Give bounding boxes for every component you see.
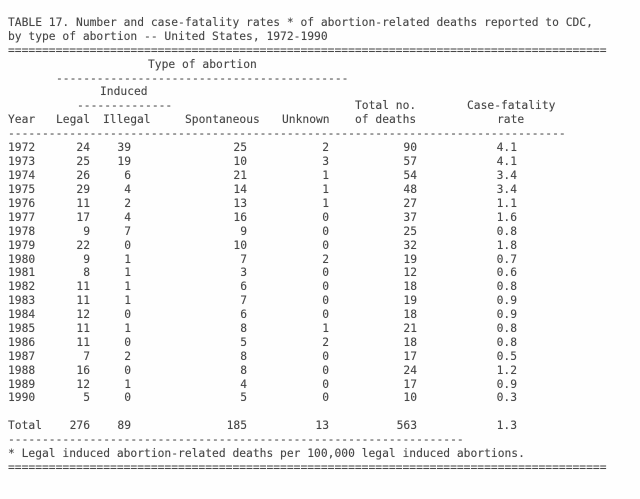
cell-unknown: 0 [322,224,329,238]
cell-total-deaths: 24 [403,363,417,377]
cell-unknown: 2 [322,335,329,349]
cell-case-fatality-rate: 4.1 [496,155,517,169]
cell-unknown: 0 [322,391,329,405]
cell-illegal: 4 [124,210,131,224]
cell-total-deaths: 27 [403,197,417,211]
cell-total-deaths: 32 [403,238,417,252]
cell-legal: 17 [76,210,90,224]
column-header-line [8,113,628,127]
cell-case-fatality-rate: 1.2 [496,363,517,377]
induced-underline: -------------- [77,99,173,113]
table-row [8,252,517,266]
cell-legal: 7 [83,349,90,363]
cell-case-fatality-rate: 0.8 [496,280,517,294]
cell-spontaneous: 16 [233,210,247,224]
cell-total-deaths: 48 [403,183,417,197]
induced-label-line [8,85,628,99]
cell-year: 1978 [8,224,36,238]
cell-spontaneous: 4 [240,377,247,391]
cell-case-fatality-rate: 0.9 [496,377,517,391]
top-double-rule: ======================================================================================== [8,43,607,57]
cell-unknown: 1 [322,183,329,197]
cell-year: 1988 [8,363,36,377]
spacer-cell [8,405,517,419]
table-row [8,155,517,169]
cell-unknown: 0 [322,377,329,391]
cell-legal: 22 [76,238,90,252]
total-row [8,419,517,433]
cell-total-deaths: 12 [403,266,417,280]
cell-total-deaths: 10 [403,391,417,405]
cell-total-deaths: 25 [403,224,417,238]
cell-spontaneous: 8 [240,322,247,336]
cell-legal: 8 [83,266,90,280]
table-title-line2: by type of abortion -- United States, 1972-1990 [8,29,328,43]
cell-total-deaths: 18 [403,308,417,322]
cell-case-fatality-rate: 4.1 [496,141,517,155]
table-row [8,141,517,155]
cell-year: 1984 [8,308,36,322]
cell-legal: 9 [83,224,90,238]
cell-total-deaths: 21 [403,322,417,336]
cell-legal: 11 [76,280,90,294]
table-title-line1: TABLE 17. Number and case-fatality rates * of abortion-related deaths reported to CDC, [8,16,593,29]
cell-illegal: 0 [124,238,131,252]
cell-illegal: 1 [124,280,131,294]
cell-illegal: 0 [124,363,131,377]
table-row [8,335,517,349]
cell-legal: 24 [76,141,90,155]
cell-case-fatality-rate: 3.4 [496,169,517,183]
cell-spontaneous: 21 [233,169,247,183]
cell-case-fatality-rate: 0.8 [496,322,517,336]
cell-year: 1990 [8,391,36,405]
type-of-abortion-label: Type of abortion [148,57,257,71]
cell-total-deaths: 17 [403,377,417,391]
cell-unknown: 0 [322,280,329,294]
table-row [8,169,517,183]
col-header-year: Year [8,113,36,127]
cell-total-deaths: 18 [403,280,417,294]
cell-case-fatality-rate: 0.5 [496,349,517,363]
cell-unknown: 0 [322,349,329,363]
cell-spontaneous: 9 [240,224,247,238]
table-row [8,308,517,322]
cell-spontaneous: 5 [240,391,247,405]
cell-illegal: 6 [124,169,131,183]
col-header-case-fatality-line2: rate [497,113,525,127]
cell-illegal: 4 [124,183,131,197]
cell-spontaneous: 6 [240,280,247,294]
cell-year: 1989 [8,377,36,391]
cell-year: 1981 [8,266,36,280]
induced-underline-line [8,99,628,113]
table-row [8,197,517,211]
cell-unknown: 2 [322,141,329,155]
cell-legal: 5 [83,391,90,405]
table-row [8,266,517,280]
col-header-illegal: Illegal [103,113,151,127]
cell-total-deaths: 37 [403,210,417,224]
cell-total-legal: 276 [69,419,90,433]
induced-label: Induced [100,85,148,99]
cell-unknown: 0 [322,294,329,308]
col-header-total-deaths-line2: of deaths [355,113,417,127]
group-header-line [8,58,628,72]
cell-case-fatality-rate: 0.7 [496,252,517,266]
cell-spontaneous: 7 [240,294,247,308]
table-row [8,294,517,308]
cell-year: 1973 [8,155,36,169]
cell-legal: 9 [83,252,90,266]
col-header-case-fatality-line1: Case-fatality [467,99,556,113]
spacer-row [8,405,517,419]
cell-spontaneous: 6 [240,308,247,322]
cell-year: 1979 [8,238,36,252]
cell-total-label: Total [8,419,43,433]
cell-illegal: 1 [124,377,131,391]
cell-illegal: 0 [124,391,131,405]
cell-legal: 12 [76,308,90,322]
cell-case-fatality-rate: 0.6 [496,266,517,280]
cell-spontaneous: 8 [240,349,247,363]
cell-year: 1983 [8,294,36,308]
table-row [8,183,517,197]
table-footer-body [8,405,517,433]
table-row [8,238,517,252]
cell-year: 1985 [8,322,36,336]
col-header-unknown: Unknown [282,113,330,127]
footnote: * Legal induced abortion-related deaths per 100,000 legal induced abortions. [8,446,525,460]
cell-unknown: 0 [322,238,329,252]
cell-illegal: 1 [124,294,131,308]
cell-illegal: 1 [124,266,131,280]
col-header-spontaneous: Spontaneous [185,113,260,127]
cell-case-fatality-rate: 0.8 [496,335,517,349]
cell-illegal: 39 [117,141,131,155]
cell-case-fatality-rate: 3.4 [496,183,517,197]
cell-total-deaths-sum: 563 [396,419,417,433]
table-row [8,391,517,405]
cell-case-fatality-rate: 1.1 [496,197,517,211]
col-header-legal: Legal [56,113,91,127]
cell-legal: 29 [76,183,90,197]
cell-legal: 11 [76,322,90,336]
table-row [8,322,517,336]
cell-illegal: 0 [124,308,131,322]
cell-total-deaths: 18 [403,335,417,349]
cell-total-deaths: 17 [403,349,417,363]
cell-year: 1977 [8,210,36,224]
cell-illegal: 2 [124,197,131,211]
cell-legal: 16 [76,363,90,377]
col-header-total-deaths-line1: Total no. [355,99,417,113]
cell-illegal: 2 [124,349,131,363]
cell-total-deaths: 54 [403,169,417,183]
cell-spontaneous: 10 [233,155,247,169]
type-of-abortion-underline: ------------------------------------------- [56,71,349,85]
table-17-document [8,16,628,474]
cell-case-fatality-rate: 1.8 [496,238,517,252]
cell-illegal: 7 [124,224,131,238]
group-header-underline-line [8,72,628,86]
cell-unknown: 0 [322,308,329,322]
cell-unknown: 0 [322,210,329,224]
cell-year: 1980 [8,252,36,266]
cell-spontaneous: 10 [233,238,247,252]
bottom-double-rule: ======================================================================================== [8,460,607,474]
cell-year: 1982 [8,280,36,294]
cell-illegal: 0 [124,335,131,349]
table-row [8,377,517,391]
cell-spontaneous: 3 [240,266,247,280]
cell-total-deaths: 19 [403,294,417,308]
cell-spontaneous: 14 [233,183,247,197]
table-body [8,141,517,405]
table-row [8,280,517,294]
table-row [8,349,517,363]
cell-illegal: 19 [117,155,131,169]
cell-spontaneous: 5 [240,335,247,349]
cell-year: 1986 [8,335,36,349]
cell-legal: 26 [76,169,90,183]
cell-unknown: 1 [322,169,329,183]
cell-legal: 12 [76,377,90,391]
cell-total-illegal: 89 [117,419,131,433]
cell-case-fatality-rate: 0.3 [496,391,517,405]
cell-illegal: 1 [124,252,131,266]
cell-legal: 11 [76,335,90,349]
table-row [8,224,517,238]
cell-total-rate: 1.3 [496,419,517,433]
cell-total-deaths: 57 [403,155,417,169]
cell-year: 1975 [8,183,36,197]
cell-legal: 11 [76,294,90,308]
cell-total-spontaneous: 185 [226,419,247,433]
cell-total-deaths: 90 [403,141,417,155]
cell-spontaneous: 7 [240,252,247,266]
cell-case-fatality-rate: 0.9 [496,308,517,322]
cell-year: 1974 [8,169,36,183]
cell-unknown: 0 [322,363,329,377]
cell-unknown: 1 [322,322,329,336]
deaths-by-year-table [8,141,517,433]
total-dashed-rule: ------------------------------------------------------------------- [8,432,464,446]
cell-total-deaths: 19 [403,252,417,266]
cell-unknown: 1 [322,197,329,211]
cell-spontaneous: 25 [233,141,247,155]
cell-unknown: 0 [322,266,329,280]
cell-spontaneous: 8 [240,363,247,377]
cell-legal: 11 [76,197,90,211]
cell-spontaneous: 13 [233,197,247,211]
table-row [8,210,517,224]
cell-case-fatality-rate: 0.9 [496,294,517,308]
cell-year: 1976 [8,197,36,211]
header-dashed-rule: ---------------------------------------------------------------------------------- [8,127,566,141]
cell-legal: 25 [76,155,90,169]
cell-unknown: 3 [322,155,329,169]
cell-unknown: 2 [322,252,329,266]
cell-case-fatality-rate: 1.6 [496,210,517,224]
cell-case-fatality-rate: 0.8 [496,224,517,238]
cell-year: 1987 [8,349,36,363]
cell-total-unknown: 13 [315,419,329,433]
cell-illegal: 1 [124,322,131,336]
table-row [8,363,517,377]
cell-year: 1972 [8,141,36,155]
